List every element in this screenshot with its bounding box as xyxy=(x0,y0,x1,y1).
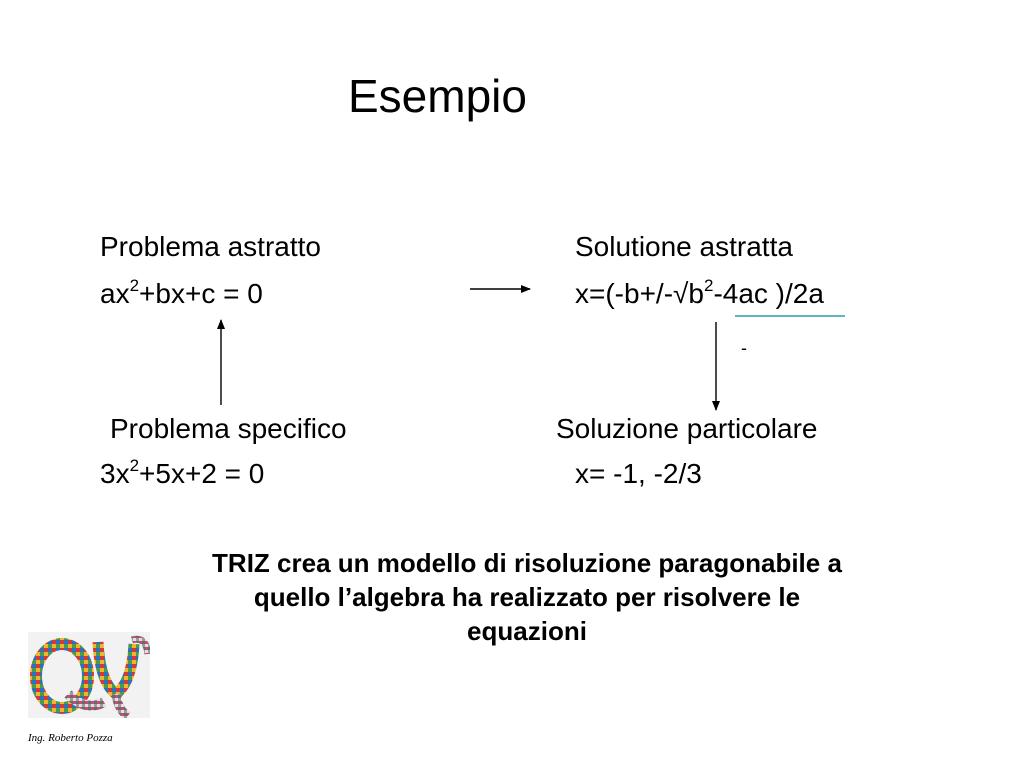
conclusion-line: quello l’algebra ha realizzato per risolvere le xyxy=(253,582,801,612)
conclusion-text xyxy=(94,546,960,648)
abstract-problem-label: Problema astratto xyxy=(100,231,321,262)
particular-solution-label: Soluzione particolare xyxy=(556,413,818,444)
equation-text: 3x xyxy=(100,458,130,489)
author-credit: Ing. Roberto Pozza xyxy=(28,732,113,744)
stray-mark: - xyxy=(741,338,747,358)
specific-problem-label: Problema specifico xyxy=(110,413,347,444)
equation-text: ax xyxy=(100,278,130,309)
equation-text: +5x+2 = 0 xyxy=(139,458,265,489)
equation-text: +bx+c = 0 xyxy=(139,278,263,309)
particular-solution-value: x= -1, -2/3 xyxy=(575,458,702,489)
conclusion-line: TRIZ crea un modello di risoluzione paragonabile a xyxy=(212,548,842,578)
slide-title: Esempio xyxy=(348,70,527,122)
exponent: 2 xyxy=(129,276,140,295)
exponent: 2 xyxy=(703,276,714,295)
formula-text: -4ac )/2a xyxy=(713,278,824,309)
conclusion-line: equazioni xyxy=(467,616,587,646)
formula-text: x=(-b+/-√b xyxy=(575,278,704,309)
abstract-solution-label: Solutione astratta xyxy=(575,231,793,262)
mosaic-logo-icon xyxy=(28,632,150,718)
exponent: 2 xyxy=(129,456,140,475)
logo-image xyxy=(28,632,150,718)
